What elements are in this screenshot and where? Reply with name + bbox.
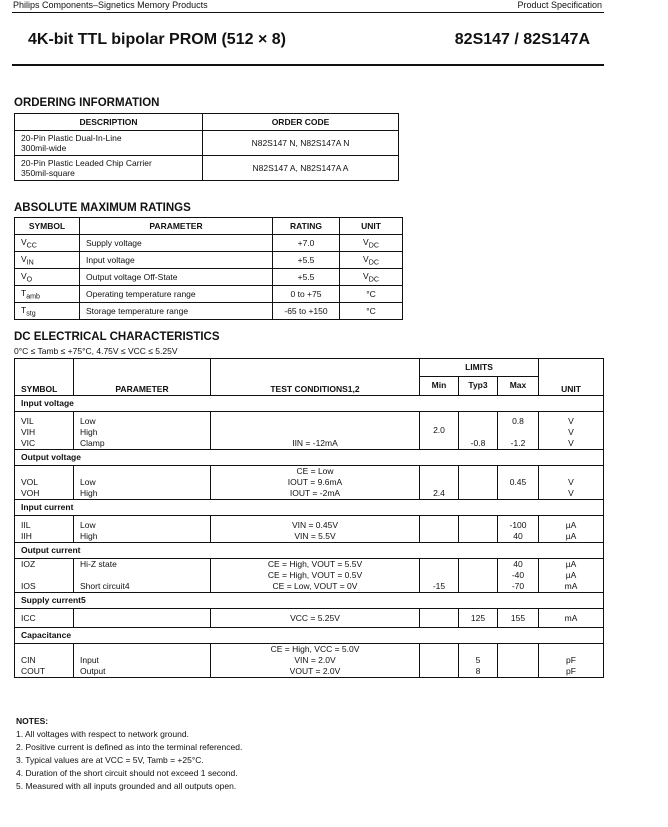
col-test-conditions: TEST CONDITIONS1,2 [211, 359, 420, 396]
group-row: Capacitance [15, 628, 604, 644]
parameter-cell: Input Output [74, 644, 211, 678]
rating-cell: +5.5 [273, 252, 340, 269]
parameter-cell: Storage temperature range [80, 303, 273, 320]
table-row [15, 252, 403, 269]
symbol-cell: ICC [15, 609, 74, 628]
parameter-cell: Supply voltage [80, 235, 273, 252]
note-item: 4. Duration of the short circuit should not exceed 1 second. [16, 768, 238, 778]
unit-cell: µA µA [539, 516, 604, 543]
group-row: Supply current5 [15, 593, 604, 609]
symbol-cell: $T_{amb}$ [15, 286, 80, 303]
test-cell: CE = High, VOUT = 5.5V CE = High, VOUT = 0.5V CE = Low, VOUT = 0V [211, 559, 420, 593]
group-row: Input current [15, 500, 604, 516]
parameter-cell: Low High [74, 466, 211, 500]
unit-cell: $V_{DC}$ [340, 235, 403, 252]
parameter-cell: Low High Clamp [74, 412, 211, 450]
unit-cell: V V V [539, 412, 604, 450]
symbol-cell: $V_{IN}$ [15, 252, 80, 269]
page-title: 4K-bit TTL bipolar PROM (512 × 8) [28, 31, 286, 48]
min-cell [420, 609, 459, 628]
col-description: DESCRIPTION [15, 114, 203, 131]
max-cell: -100 40 [498, 516, 539, 543]
document-type: Product Specification [517, 0, 602, 10]
min-cell: 2.0 [420, 412, 459, 450]
group-row: Output voltage [15, 450, 604, 466]
top-rule [12, 12, 604, 13]
table-row [15, 131, 399, 156]
parameter-cell [74, 609, 211, 628]
title-rule [12, 64, 604, 66]
notes [16, 715, 242, 793]
unit-cell: V V [539, 466, 604, 500]
parameter-cell: Output voltage Off-State [80, 269, 273, 286]
table-row [15, 516, 604, 543]
ordering-heading: ORDERING INFORMATION [14, 97, 160, 109]
max-cell: 40 -40 -70 [498, 559, 539, 593]
unit-cell: °C [340, 303, 403, 320]
symbol-cell: VOL VOH [15, 466, 74, 500]
typ-cell: 5 8 [459, 644, 498, 678]
table-row [15, 286, 403, 303]
parameter-cell: Hi-Z state Short circuit4 [74, 559, 211, 593]
col-parameter: PARAMETER [80, 218, 273, 235]
table-header-row [15, 114, 399, 131]
parameter-cell: Low High [74, 516, 211, 543]
note-item: 5. Measured with all inputs grounded and all outputs open. [16, 781, 237, 791]
symbol-cell: CIN COUT [15, 644, 74, 678]
symbol-cell: VIL VIH VIC [15, 412, 74, 450]
col-parameter: PARAMETER [74, 359, 211, 396]
rating-cell: -65 to +150 [273, 303, 340, 320]
min-cell: -15 [420, 559, 459, 593]
max-cell: 0.45 [498, 466, 539, 500]
dc-heading: DC ELECTRICAL CHARACTERISTICS [14, 331, 220, 343]
unit-cell: pF pF [539, 644, 604, 678]
symbol-cell: IOZ IOS [15, 559, 74, 593]
note-item: 1. All voltages with respect to network ground. [16, 729, 189, 739]
table-row [15, 609, 604, 628]
rating-cell: +7.0 [273, 235, 340, 252]
min-cell [420, 644, 459, 678]
col-max: Max [498, 376, 539, 395]
test-cell: CE = Low IOUT = 9.6mA IOUT = -2mA [211, 466, 420, 500]
table-row [15, 412, 604, 450]
table-row [15, 156, 399, 181]
col-unit: UNIT [539, 359, 604, 396]
table-row [15, 644, 604, 678]
col-min: Min [420, 376, 459, 395]
order-code-cell: N82S147 N, N82S147A N [203, 131, 399, 156]
table-row [15, 466, 604, 500]
table-row [15, 235, 403, 252]
part-numbers: 82S147 / 82S147A [454, 31, 590, 48]
min-cell [420, 516, 459, 543]
notes-heading: NOTES: [16, 716, 49, 726]
table-header-row [15, 359, 604, 377]
col-symbol: SYMBOL [15, 218, 80, 235]
rating-cell: 0 to +75 [273, 286, 340, 303]
test-cell: IIN = -12mA [211, 412, 420, 450]
col-typ: Typ3 [459, 376, 498, 395]
col-symbol: SYMBOL [15, 359, 74, 396]
max-cell: 0.8 -1.2 [498, 412, 539, 450]
table-row [15, 303, 403, 320]
col-unit: UNIT [340, 218, 403, 235]
typ-cell [459, 559, 498, 593]
test-cell: VCC = 5.25V [211, 609, 420, 628]
symbol-cell: $V_{CC}$ [15, 235, 80, 252]
symbol-cell: $T_{stg}$ [15, 303, 80, 320]
group-row: Input voltage [15, 396, 604, 412]
typ-cell [459, 516, 498, 543]
unit-cell: µA µA mA [539, 559, 604, 593]
col-limits: LIMITS [420, 359, 539, 377]
company-name: Philips Components–Signetics Memory Products [13, 0, 208, 10]
unit-cell: °C [340, 286, 403, 303]
symbol-cell: $V_O$ [15, 269, 80, 286]
group-row: Output current [15, 543, 604, 559]
abs-max-table [14, 217, 403, 320]
test-cell: CE = High, VCC = 5.0V VIN = 2.0V VOUT = 2.0V [211, 644, 420, 678]
min-cell: 2.4 [420, 466, 459, 500]
test-cell: VIN = 0.45V VIN = 5.5V [211, 516, 420, 543]
max-cell: 155 [498, 609, 539, 628]
rating-cell: +5.5 [273, 269, 340, 286]
table-row [15, 269, 403, 286]
dc-table [14, 358, 604, 678]
typ-cell: -0.8 [459, 412, 498, 450]
table-header-row [15, 218, 403, 235]
order-code-cell: N82S147 A, N82S147A A [203, 156, 399, 181]
note-item: 2. Positive current is defined as into the terminal referenced. [16, 742, 243, 752]
symbol-cell: IIL IIH [15, 516, 74, 543]
col-order-code: ORDER CODE [203, 114, 399, 131]
note-item: 3. Typical values are at VCC = 5V, Tamb = +25°C. [16, 755, 204, 765]
col-rating: RATING [273, 218, 340, 235]
description-cell: 20-Pin Plastic Dual-In-Line 300mil-wide [15, 131, 203, 156]
parameter-cell: Operating temperature range [80, 286, 273, 303]
typ-cell: 125 [459, 609, 498, 628]
unit-cell: $V_{DC}$ [340, 269, 403, 286]
parameter-cell: Input voltage [80, 252, 273, 269]
dc-conditions: 0°C ≤ Tamb ≤ +75°C, 4.75V ≤ VCC ≤ 5.25V [14, 346, 178, 356]
unit-cell: $V_{DC}$ [340, 252, 403, 269]
description-cell: 20-Pin Plastic Leaded Chip Carrier 350mil-square [15, 156, 203, 181]
abs-max-heading: ABSOLUTE MAXIMUM RATINGS [14, 202, 191, 214]
max-cell [498, 644, 539, 678]
typ-cell [459, 466, 498, 500]
table-row [15, 559, 604, 593]
ordering-table [14, 113, 399, 181]
unit-cell: mA [539, 609, 604, 628]
